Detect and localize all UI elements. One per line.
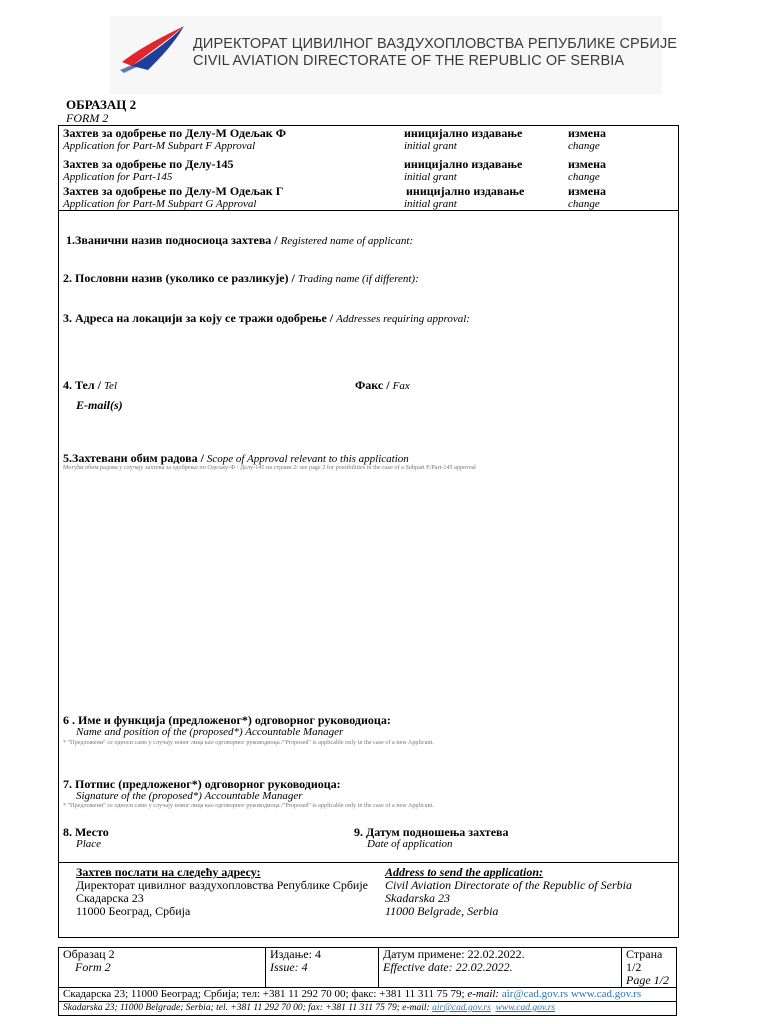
option-change-en[interactable]: change: [568, 140, 600, 152]
option-change[interactable]: измена: [568, 157, 606, 171]
page-number-en: Page 1/2: [626, 973, 669, 987]
field-label-en: Scope of Approval relevant to this application: [206, 453, 409, 465]
field-email[interactable]: E-mail(s): [76, 398, 123, 412]
field-label: 1.Званични назив подносиоца захтева /: [66, 233, 281, 247]
footer-row: [59, 1002, 677, 1016]
option-change[interactable]: измена: [568, 184, 606, 198]
field-trading-name[interactable]: [63, 271, 419, 286]
form-number-en: Form 2: [75, 960, 111, 974]
field-accountable-manager[interactable]: 6 . Име и функција (предложеног*) одговорног руководиоца:: [63, 713, 391, 727]
address-title-en: Address to send the application:: [385, 865, 544, 879]
proposed-note: * "Предложени" се односи само у случају новог лица као одговорног руководиоца /"Proposed" is applicable only in the case of a new Applicant.: [63, 739, 434, 746]
option-initial-grant-en[interactable]: initial grant: [404, 171, 457, 183]
field-label-en: Place: [76, 838, 102, 850]
address-line-en: Skadarska 23: [385, 891, 450, 905]
address-line-sr: Директорат цивилног ваздухопловства Републике Србије: [76, 878, 369, 892]
option-change[interactable]: измена: [568, 126, 606, 140]
address-line-en: Civil Aviation Directorate of the Republic of Serbia: [385, 878, 632, 892]
issue: Издање: 4: [270, 947, 321, 961]
divider: [58, 210, 679, 211]
divider: [58, 862, 679, 863]
email-link[interactable]: air@cad.gov.rs: [501, 988, 569, 1000]
footer-contact-en: [59, 1002, 677, 1016]
form-title-sr: ОБРАЗАЦ 2: [66, 97, 137, 112]
field-label-en: Trading name (if different):: [297, 273, 419, 285]
option-initial-grant-en[interactable]: initial grant: [404, 198, 457, 210]
option-initial-grant[interactable]: иницијално издавање: [404, 157, 523, 171]
address-line-sr: 11000 Београд, Србија: [76, 904, 191, 918]
scope-note: Могући обим радова у случају захтева за одобрење по Одељку-Ф / Делу-145 на страни 2/ see page 2 for possibilities in the case of a Subpart F/Part-145 approval: [63, 464, 476, 471]
field-addresses[interactable]: [63, 311, 470, 326]
email-label: e-mail:: [467, 988, 502, 1000]
field-fax[interactable]: [355, 378, 410, 393]
field-tel[interactable]: [63, 378, 117, 393]
footer-contact-sr: [59, 988, 677, 1002]
website-link[interactable]: www.cad.gov.rs: [495, 1003, 556, 1013]
page-number: Страна 1/2: [626, 947, 663, 974]
option-change-en[interactable]: change: [568, 198, 600, 210]
footer-row: [59, 988, 677, 1002]
field-label-en: Registered name of applicant:: [280, 235, 414, 247]
contact-text: Скадарска 23; 11000 Београд; Србија; тел: +381 11 292 70 00; факс: +381 11 311 75 79;: [63, 988, 468, 1000]
field-label-en: Fax: [392, 380, 410, 392]
contact-text: Skadarska 23; 11000 Belgrade; Serbia; tel. +381 11 292 70 00; fax: +381 11 311 75 79; e-mail:: [63, 1003, 433, 1013]
field-signature[interactable]: 7. Потпис (предложеног*) одговорног руководиоца:: [63, 777, 341, 791]
field-label: Факс /: [355, 378, 393, 392]
field-label-en: Addresses requiring approval:: [336, 313, 470, 325]
website-link[interactable]: www.cad.gov.rs: [570, 988, 642, 1000]
address-title-sr: Захтев послати на следећу адресу:: [76, 865, 261, 879]
option-initial-grant[interactable]: иницијално издавање: [406, 184, 525, 198]
effective-date-en: Effective date: 22.02.2022.: [383, 960, 513, 974]
field-label: 2. Пословни назив (уколико се разликује) /: [63, 271, 298, 285]
address-line-sr: Скадарска 23: [76, 891, 144, 905]
org-name-en: CIVIL AVIATION DIRECTORATE OF THE REPUBLIC OF SERBIA: [193, 53, 625, 69]
footer-cell: [622, 948, 677, 988]
footer-row: [59, 948, 677, 988]
footer-cell: [59, 948, 266, 988]
field-label-en: Name and position of the (proposed*) Accountable Manager: [76, 726, 344, 738]
form-number: Образац 2: [63, 947, 115, 961]
field-label-en: Date of application: [367, 838, 453, 850]
app-type-label-en: Application for Part-M Subpart G Approval: [63, 198, 257, 210]
footer-cell: [379, 948, 622, 988]
email-link[interactable]: air@cad.gov.rs: [432, 1003, 491, 1013]
cad-wing-logo-icon: [118, 18, 188, 73]
footer-table: [58, 947, 677, 1016]
address-line-en: 11000 Belgrade, Serbia: [385, 904, 499, 918]
field-date-of-application[interactable]: 9. Датум подношења захтева: [354, 825, 509, 839]
option-initial-grant-en[interactable]: initial grant: [404, 140, 457, 152]
footer-cell: [266, 948, 379, 988]
field-place[interactable]: 8. Место: [63, 825, 109, 839]
org-name-sr: ДИРЕКТОРАТ ЦИВИЛНОГ ВАЗДУХОПЛОВСТВА РЕПУБЛИКЕ СРБИЈЕ: [193, 36, 678, 52]
app-type-label: Захтев за одобрење по Делу-М Одељак Г: [63, 184, 284, 198]
field-label: 4. Тел /: [63, 378, 104, 392]
app-type-label-en: Application for Part-M Subpart F Approval: [63, 140, 256, 152]
field-label-en: Signature of the (proposed*) Accountable Manager: [76, 790, 303, 802]
field-label: 5.Захтевани обим радова /: [63, 451, 207, 465]
field-registered-name[interactable]: [66, 233, 413, 248]
field-label-en: Tel: [103, 380, 117, 392]
app-type-label: Захтев за одобрење по Делу-М Одељак Ф: [63, 126, 287, 140]
issue-en: Issue: 4: [270, 960, 308, 974]
app-type-label: Захтев за одобрење по Делу-145: [63, 157, 234, 171]
option-change-en[interactable]: change: [568, 171, 600, 183]
app-type-label-en: Application for Part-145: [63, 171, 173, 183]
form-title-en: FORM 2: [66, 111, 109, 125]
option-initial-grant[interactable]: иницијално издавање: [404, 126, 523, 140]
field-label: 3. Адреса на локацији за коју се тражи одобрење /: [63, 311, 337, 325]
effective-date: Датум примене: 22.02.2022.: [383, 947, 525, 961]
proposed-note: * "Предложени" се односи само у случају новог лица као одговорног руководиоца /"Proposed" is applicable only in the case of a new Applicant.: [63, 802, 434, 809]
